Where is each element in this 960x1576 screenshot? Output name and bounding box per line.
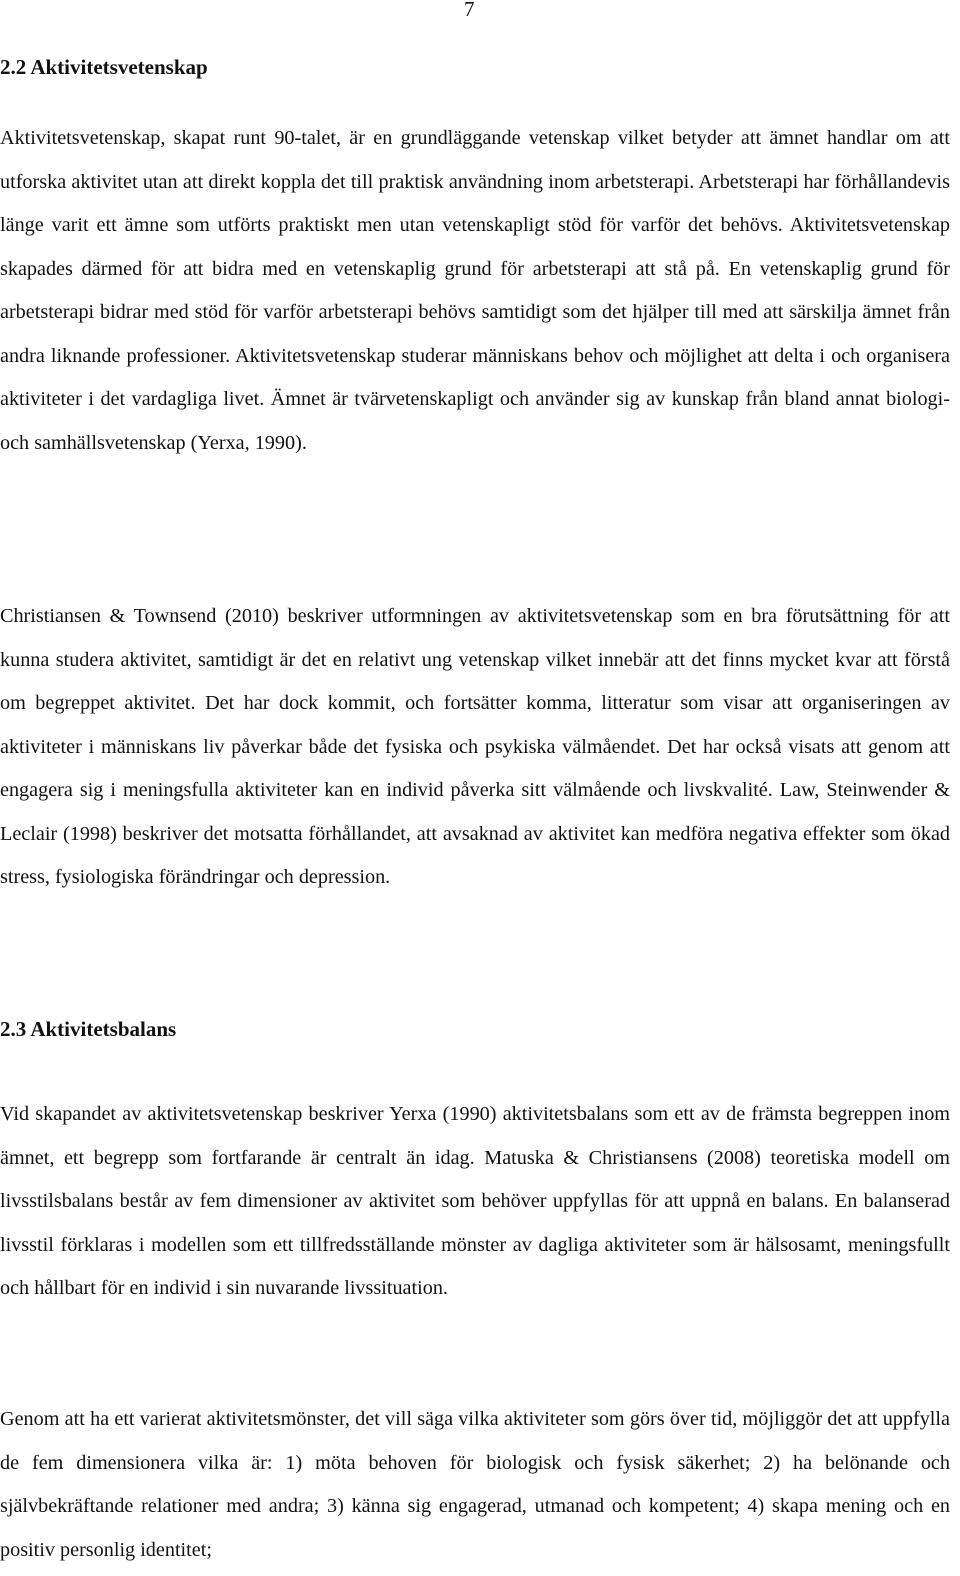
section-heading-aktivitetsvetenskap: 2.2 Aktivitetsvetenskap: [0, 55, 208, 79]
body-paragraph: Christiansen & Townsend (2010) beskriver utformningen av aktivitetsvetenskap som en bra förutsättning för att kunna studera aktivitet, samtidigt är det en relativt ung vetenskap vilket innebär att det finns mycket kvar att förstå om begreppet aktivitet. Det har dock kommit, och fortsätter komma, litteratur som visar att organiseringen av aktiviteter i människans liv påverkar både det fysiska och psykiska välmåendet. Det har också visats att genom att engagera sig i meningsfulla aktiviteter kan en individ påverka sitt välmående och livskvalité. Law, Steinwender & Leclair (1998) beskriver det motsatta förhållandet, att avsaknad av aktivitet kan medföra negativa effekter som ökad stress, fysiologiska förändringar och depression.: [0, 605, 950, 888]
body-paragraph: Vid skapandet av aktivitetsvetenskap beskriver Yerxa (1990) aktivitetsbalans som ett av de främsta begreppen inom ämnet, ett begrepp som fortfarande är centralt än idag. Matuska & Christiansens (2008) teoretiska modell om livsstilsbalans består av fem dimensioner av aktivitet som behöver uppfyllas för att uppnå en balans. En balanserad livsstil förklaras i modellen som ett tillfredsställande mönster av dagliga aktiviteter som är hälsosamt, meningsfullt och hållbart för en individ i sin nuvarande livssituation.: [0, 1103, 950, 1299]
body-paragraph: Aktivitetsvetenskap, skapat runt 90-talet, är en grundläggande vetenskap vilket betyder att ämnet handlar om att utforska aktivitet utan att direkt koppla det till praktisk användning inom arbetsterapi. Arbetsterapi har förhållandevis länge varit ett ämne som utförts praktiskt men utan vetenskapligt stöd för varför det behövs. Aktivitetsvetenskap skapades därmed för att bidra med en vetenskaplig grund för arbetsterapi att stå på. En vetenskaplig grund för arbetsterapi bidrar med stöd för varför arbetsterapi behövs samtidigt som det hjälper till med att särskilja ämnet från andra liknande professioner. Aktivitetsvetenskap studerar människans behov och möjlighet att delta i och organisera aktiviteter i det vardagliga livet. Ämnet är tvärvetenskapligt och använder sig av kunskap från bland annat biologi- och samhällsvetenskap (Yerxa, 1990).: [0, 127, 950, 454]
section-heading-aktivitetsbalans: 2.3 Aktivitetsbalans: [0, 1017, 177, 1041]
page-number: 7: [464, 0, 475, 21]
body-paragraph: Genom att ha ett varierat aktivitetsmönster, det vill säga vilka aktiviteter som görs över tid, möjliggör det att uppfylla de fem dimensionera vilka är: 1) möta behoven för biologisk och fysisk säkerhet; 2) ha belönande och självbekräftande relationer med andra; 3) känna sig engagerad, utmanad och kompetent; 4) skapa mening och en positiv personlig identitet;: [0, 1408, 950, 1561]
